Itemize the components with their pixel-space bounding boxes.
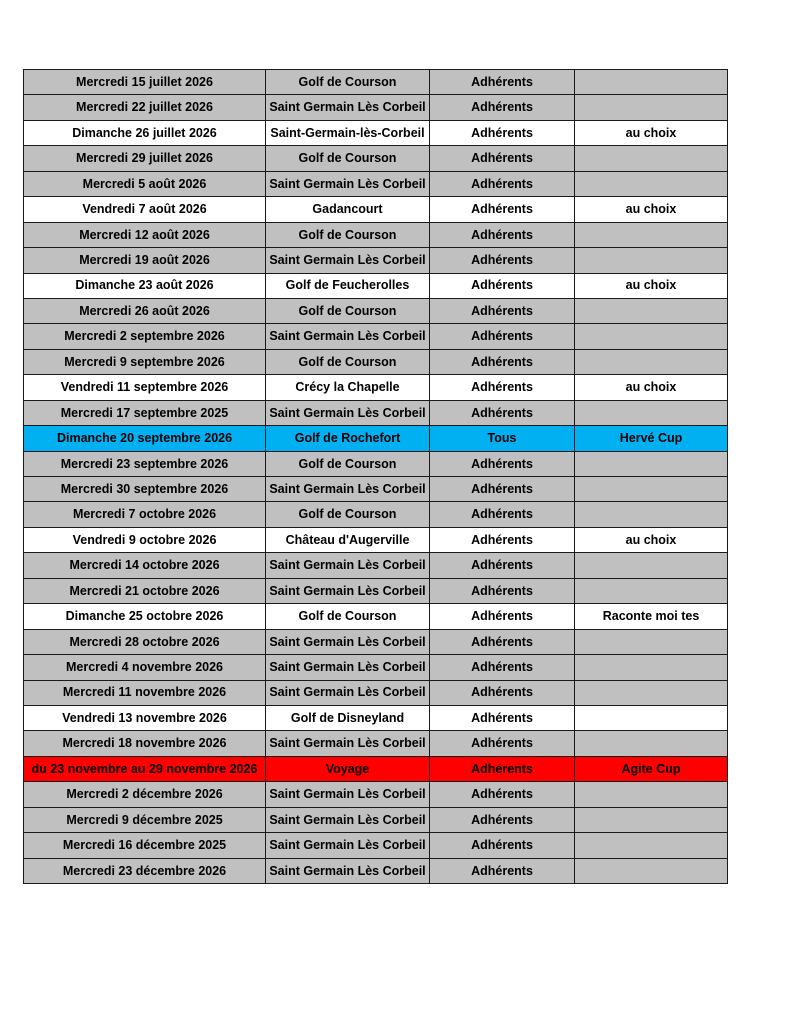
event-audience-cell: Adhérents (430, 451, 575, 476)
event-audience-cell: Adhérents (430, 95, 575, 120)
event-date-cell: Mercredi 17 septembre 2025 (24, 400, 266, 425)
schedule-row (24, 527, 728, 552)
schedule-row (24, 120, 728, 145)
event-audience-cell: Adhérents (430, 858, 575, 883)
event-note-cell (575, 655, 728, 680)
event-date-cell: du 23 novembre au 29 novembre 2026 (24, 756, 266, 781)
event-note-cell (575, 222, 728, 247)
schedule-row (24, 858, 728, 883)
event-venue-cell: Golf de Courson (266, 146, 430, 171)
schedule-row (24, 400, 728, 425)
event-date-cell: Dimanche 20 septembre 2026 (24, 426, 266, 451)
schedule-row (24, 451, 728, 476)
event-note-cell (575, 324, 728, 349)
event-venue-cell: Saint Germain Lès Corbeil (266, 400, 430, 425)
event-venue-cell: Saint Germain Lès Corbeil (266, 324, 430, 349)
schedule-row (24, 578, 728, 603)
schedule-row (24, 756, 728, 781)
event-audience-cell: Adhérents (430, 477, 575, 502)
event-venue-cell: Saint Germain Lès Corbeil (266, 731, 430, 756)
event-note-cell (575, 248, 728, 273)
schedule-row (24, 70, 728, 95)
schedule-row (24, 629, 728, 654)
event-date-cell: Mercredi 4 novembre 2026 (24, 655, 266, 680)
event-date-cell: Vendredi 13 novembre 2026 (24, 705, 266, 730)
event-venue-cell: Château d'Augerville (266, 527, 430, 552)
event-audience-cell: Adhérents (430, 273, 575, 298)
event-date-cell: Dimanche 23 août 2026 (24, 273, 266, 298)
event-note-cell (575, 578, 728, 603)
event-note-cell (575, 807, 728, 832)
event-date-cell: Mercredi 16 décembre 2025 (24, 833, 266, 858)
event-audience-cell: Adhérents (430, 400, 575, 425)
event-audience-cell: Adhérents (430, 833, 575, 858)
event-venue-cell: Saint Germain Lès Corbeil (266, 833, 430, 858)
event-audience-cell: Adhérents (430, 146, 575, 171)
event-venue-cell: Saint Germain Lès Corbeil (266, 680, 430, 705)
event-note-cell: au choix (575, 197, 728, 222)
event-note-cell (575, 502, 728, 527)
event-venue-cell: Saint Germain Lès Corbeil (266, 629, 430, 654)
event-venue-cell: Golf de Courson (266, 451, 430, 476)
event-date-cell: Vendredi 11 septembre 2026 (24, 375, 266, 400)
event-note-cell (575, 477, 728, 502)
schedule-row (24, 146, 728, 171)
schedule-row (24, 349, 728, 374)
event-date-cell: Mercredi 9 septembre 2026 (24, 349, 266, 374)
event-date-cell: Vendredi 7 août 2026 (24, 197, 266, 222)
event-venue-cell: Saint Germain Lès Corbeil (266, 248, 430, 273)
event-date-cell: Mercredi 18 novembre 2026 (24, 731, 266, 756)
event-venue-cell: Saint Germain Lès Corbeil (266, 655, 430, 680)
event-audience-cell: Adhérents (430, 527, 575, 552)
event-note-cell (575, 146, 728, 171)
event-date-cell: Dimanche 26 juillet 2026 (24, 120, 266, 145)
event-note-cell (575, 629, 728, 654)
event-date-cell: Mercredi 5 août 2026 (24, 171, 266, 196)
schedule-body (24, 70, 728, 884)
event-audience-cell: Adhérents (430, 197, 575, 222)
event-venue-cell: Saint Germain Lès Corbeil (266, 95, 430, 120)
event-venue-cell: Gadancourt (266, 197, 430, 222)
event-venue-cell: Saint-Germain-lès-Corbeil (266, 120, 430, 145)
event-audience-cell: Adhérents (430, 553, 575, 578)
event-audience-cell: Adhérents (430, 807, 575, 832)
event-venue-cell: Voyage (266, 756, 430, 781)
event-date-cell: Dimanche 25 octobre 2026 (24, 604, 266, 629)
event-venue-cell: Golf de Courson (266, 502, 430, 527)
schedule-row (24, 171, 728, 196)
schedule-row (24, 655, 728, 680)
event-audience-cell: Adhérents (430, 70, 575, 95)
event-venue-cell: Crécy la Chapelle (266, 375, 430, 400)
schedule-row (24, 502, 728, 527)
event-note-cell: au choix (575, 273, 728, 298)
event-venue-cell: Saint Germain Lès Corbeil (266, 553, 430, 578)
schedule-row (24, 426, 728, 451)
event-audience-cell: Adhérents (430, 171, 575, 196)
event-audience-cell: Adhérents (430, 502, 575, 527)
event-date-cell: Mercredi 29 juillet 2026 (24, 146, 266, 171)
event-note-cell: au choix (575, 120, 728, 145)
event-venue-cell: Golf de Courson (266, 298, 430, 323)
event-venue-cell: Golf de Courson (266, 70, 430, 95)
event-note-cell (575, 171, 728, 196)
event-note-cell: Hervé Cup (575, 426, 728, 451)
schedule-row (24, 273, 728, 298)
event-note-cell: Raconte moi tes (575, 604, 728, 629)
schedule-row (24, 833, 728, 858)
event-venue-cell: Golf de Feucherolles (266, 273, 430, 298)
event-venue-cell: Golf de Courson (266, 604, 430, 629)
event-note-cell: au choix (575, 527, 728, 552)
event-note-cell (575, 451, 728, 476)
schedule-row (24, 553, 728, 578)
schedule-row (24, 782, 728, 807)
event-note-cell (575, 349, 728, 374)
event-note-cell (575, 782, 728, 807)
event-date-cell: Mercredi 26 août 2026 (24, 298, 266, 323)
event-venue-cell: Golf de Courson (266, 222, 430, 247)
event-date-cell: Mercredi 23 septembre 2026 (24, 451, 266, 476)
schedule-row (24, 680, 728, 705)
event-date-cell: Mercredi 21 octobre 2026 (24, 578, 266, 603)
event-date-cell: Mercredi 28 octobre 2026 (24, 629, 266, 654)
event-date-cell: Mercredi 12 août 2026 (24, 222, 266, 247)
event-audience-cell: Adhérents (430, 655, 575, 680)
event-audience-cell: Adhérents (430, 349, 575, 374)
schedule-row (24, 298, 728, 323)
schedule-row (24, 95, 728, 120)
event-audience-cell: Adhérents (430, 578, 575, 603)
schedule-row (24, 324, 728, 349)
event-date-cell: Vendredi 9 octobre 2026 (24, 527, 266, 552)
event-venue-cell: Golf de Disneyland (266, 705, 430, 730)
schedule-row (24, 705, 728, 730)
event-audience-cell: Adhérents (430, 222, 575, 247)
schedule-table (23, 69, 728, 884)
event-venue-cell: Golf de Courson (266, 349, 430, 374)
event-venue-cell: Golf de Rochefort (266, 426, 430, 451)
event-audience-cell: Adhérents (430, 324, 575, 349)
event-note-cell: au choix (575, 375, 728, 400)
event-note-cell (575, 95, 728, 120)
schedule-row (24, 604, 728, 629)
event-date-cell: Mercredi 2 septembre 2026 (24, 324, 266, 349)
schedule-row (24, 222, 728, 247)
event-venue-cell: Saint Germain Lès Corbeil (266, 171, 430, 196)
schedule-row (24, 248, 728, 273)
schedule-row (24, 731, 728, 756)
event-venue-cell: Saint Germain Lès Corbeil (266, 858, 430, 883)
event-audience-cell: Tous (430, 426, 575, 451)
event-note-cell (575, 70, 728, 95)
event-audience-cell: Adhérents (430, 248, 575, 273)
event-note-cell (575, 298, 728, 323)
schedule-row (24, 807, 728, 832)
schedule-row (24, 197, 728, 222)
event-date-cell: Mercredi 19 août 2026 (24, 248, 266, 273)
event-audience-cell: Adhérents (430, 604, 575, 629)
event-audience-cell: Adhérents (430, 298, 575, 323)
event-venue-cell: Saint Germain Lès Corbeil (266, 578, 430, 603)
event-date-cell: Mercredi 7 octobre 2026 (24, 502, 266, 527)
event-audience-cell: Adhérents (430, 731, 575, 756)
event-audience-cell: Adhérents (430, 756, 575, 781)
event-date-cell: Mercredi 30 septembre 2026 (24, 477, 266, 502)
event-note-cell (575, 705, 728, 730)
event-note-cell (575, 858, 728, 883)
event-date-cell: Mercredi 22 juillet 2026 (24, 95, 266, 120)
event-note-cell: Agite Cup (575, 756, 728, 781)
event-date-cell: Mercredi 2 décembre 2026 (24, 782, 266, 807)
event-note-cell (575, 833, 728, 858)
event-date-cell: Mercredi 15 juillet 2026 (24, 70, 266, 95)
event-venue-cell: Saint Germain Lès Corbeil (266, 807, 430, 832)
event-note-cell (575, 553, 728, 578)
event-audience-cell: Adhérents (430, 782, 575, 807)
event-note-cell (575, 731, 728, 756)
event-date-cell: Mercredi 9 décembre 2025 (24, 807, 266, 832)
event-audience-cell: Adhérents (430, 120, 575, 145)
event-date-cell: Mercredi 14 octobre 2026 (24, 553, 266, 578)
event-date-cell: Mercredi 11 novembre 2026 (24, 680, 266, 705)
event-audience-cell: Adhérents (430, 375, 575, 400)
schedule-row (24, 375, 728, 400)
event-date-cell: Mercredi 23 décembre 2026 (24, 858, 266, 883)
schedule-row (24, 477, 728, 502)
event-audience-cell: Adhérents (430, 705, 575, 730)
event-audience-cell: Adhérents (430, 680, 575, 705)
event-note-cell (575, 400, 728, 425)
event-audience-cell: Adhérents (430, 629, 575, 654)
event-venue-cell: Saint Germain Lès Corbeil (266, 477, 430, 502)
event-venue-cell: Saint Germain Lès Corbeil (266, 782, 430, 807)
event-note-cell (575, 680, 728, 705)
